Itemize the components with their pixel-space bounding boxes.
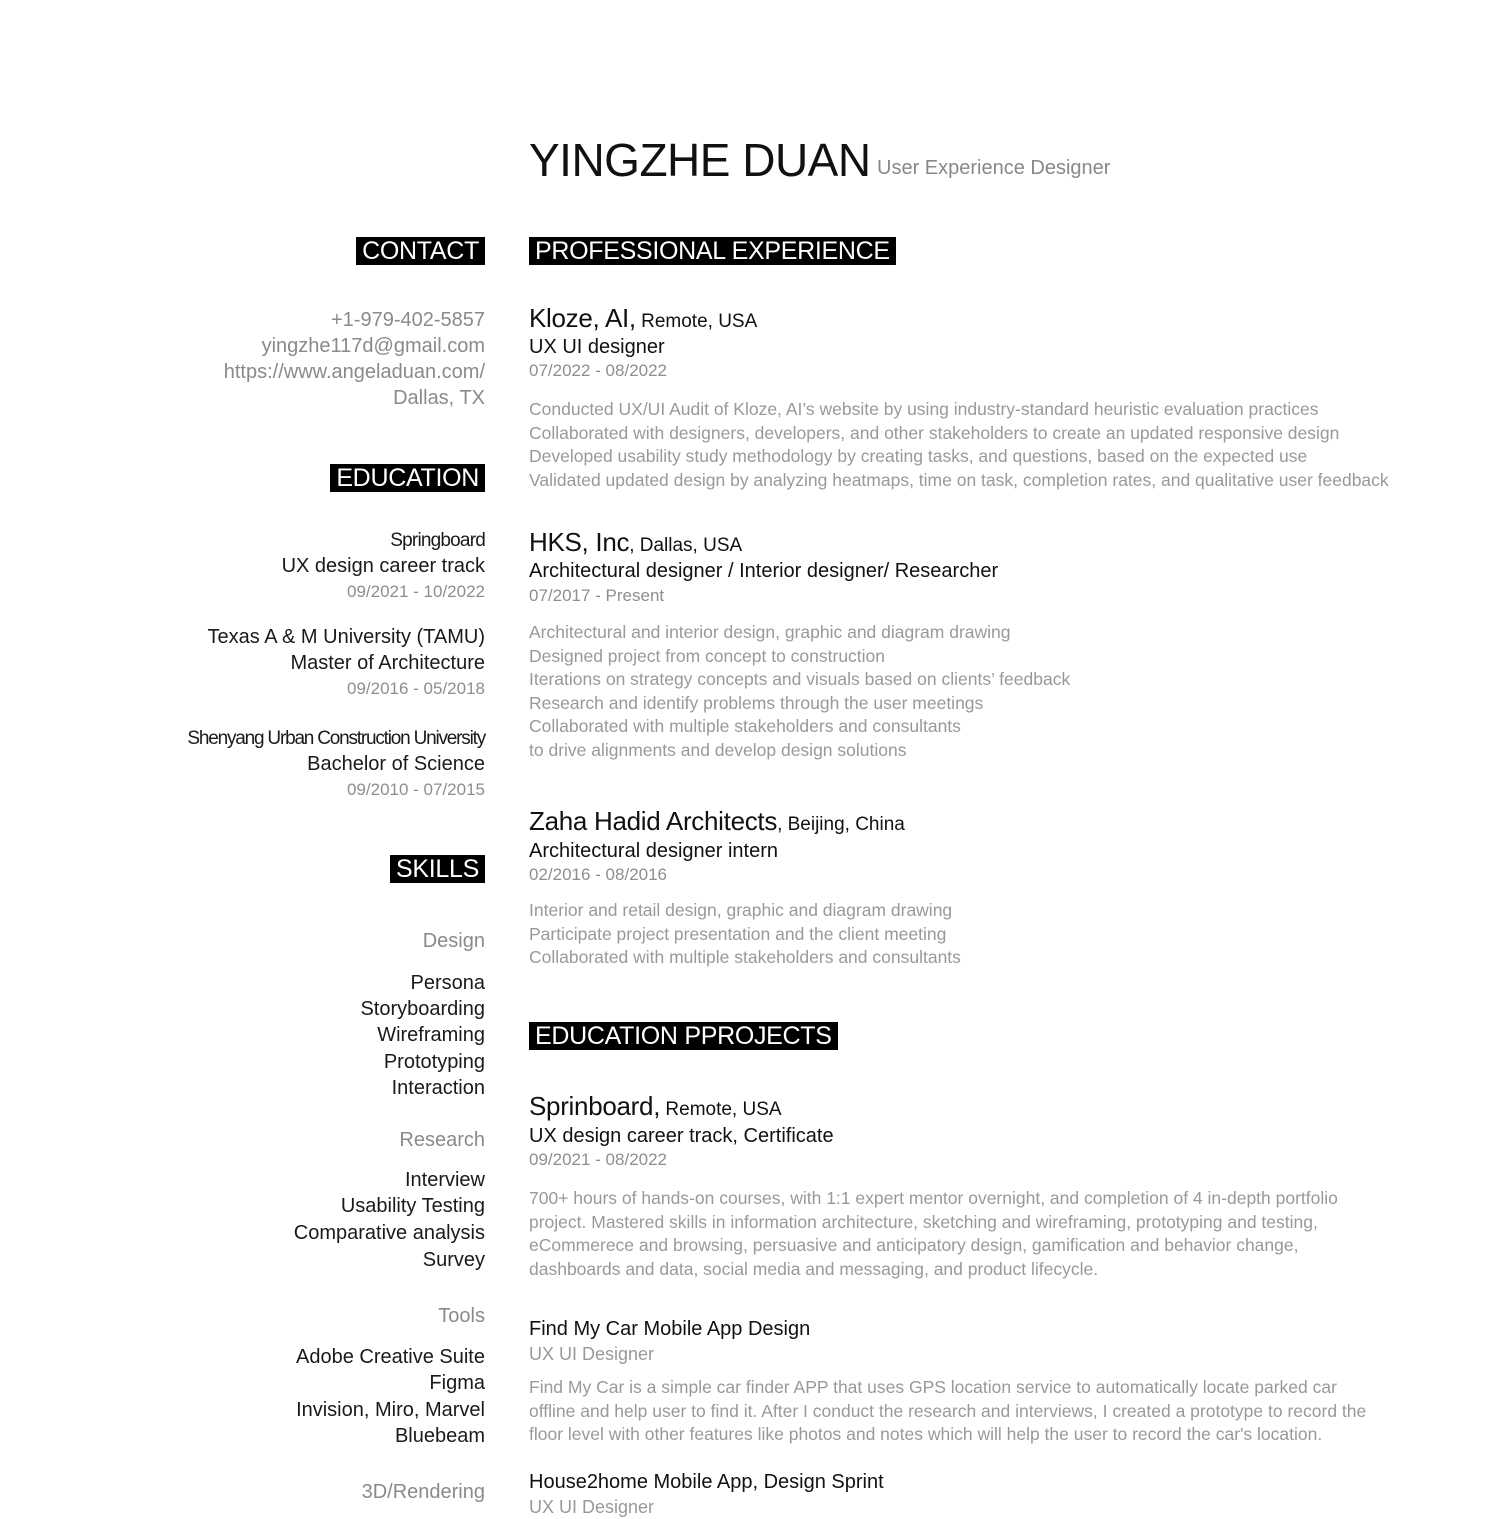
skill-item: Invision, Miro, Marvel (296, 1399, 485, 1421)
job-dates: 07/2017 - Present (529, 586, 665, 605)
job-bullet: Interior and retail design, graphic and diagram drawing (529, 900, 953, 920)
skills-category-3d-rendering: 3D/Rendering (361, 1481, 485, 1503)
education-projects-heading: EDUCATION PPROJECTS (529, 1022, 838, 1050)
skill-item: Bluebeam (394, 1425, 485, 1447)
job-bullet: Collaborated with designers, developers, and other stakeholders to create an updated responsive design (529, 422, 1340, 443)
program-company (529, 1090, 782, 1126)
education-school: Springboard (390, 530, 485, 551)
project-title: House2home Mobile App, Design Sprint (529, 1471, 884, 1493)
job-bullet: Participate project presentation and the client meeting (529, 923, 947, 944)
education-degree: UX design career track (281, 555, 485, 577)
job-bullets (529, 899, 961, 970)
description-line: offline and help user to find it. After I conduct the research and interviews, I created a prototype to record the (529, 1400, 1367, 1421)
contact-phone: +1-979-402-5857 (330, 309, 485, 331)
job-role: UX UI designer (529, 336, 665, 358)
job-bullets (529, 621, 1070, 763)
program-name: Sprinboard, (529, 1091, 661, 1121)
job-dates: 07/2022 - 08/2022 (529, 361, 668, 380)
company-location: , Beijing, China (777, 814, 905, 835)
education-school: Texas A & M University (TAMU) (207, 626, 485, 648)
education-degree: Master of Architecture (290, 652, 485, 674)
job-dates: 02/2016 - 08/2016 (529, 865, 668, 884)
skill-item: Figma (429, 1372, 485, 1394)
description-line: eCommerece and browsing, persuasive and anticipatory design, gamification and behavior change, (529, 1235, 1299, 1256)
project-title: Find My Car Mobile App Design (529, 1318, 811, 1340)
education-degree: Bachelor of Science (307, 753, 485, 775)
contact-location: Dallas, TX (393, 387, 485, 409)
experience-heading: PROFESSIONAL EXPERIENCE (529, 237, 896, 265)
job-bullet: Validated updated design by analyzing heatmaps, time on task, completion rates, and qualitative user feedback (529, 469, 1389, 490)
contact-email[interactable]: yingzhe117d@gmail.com (261, 335, 485, 357)
company-name: Zaha Hadid Architects (529, 806, 778, 836)
skill-item: Wireframing (377, 1024, 485, 1046)
education-dates: 09/2021 - 10/2022 (346, 582, 485, 601)
education-dates: 09/2010 - 07/2015 (346, 780, 485, 799)
job-bullet: Collaborated with multiple stakeholders and consultants (529, 716, 961, 737)
project-role: UX UI Designer (529, 1497, 655, 1517)
description-line: dashboards and data, social media and messaging, and product lifecycle. (529, 1258, 1099, 1279)
skill-item: Persona (410, 972, 485, 994)
skill-item: Interaction (391, 1077, 485, 1099)
job-bullet: Collaborated with multiple stakeholders and consultants (529, 947, 961, 968)
education-heading: EDUCATION (330, 464, 485, 492)
skill-item: Comparative analysis (293, 1222, 485, 1244)
job-bullet: Research and identify problems through the user meetings (529, 692, 984, 713)
skill-item: Prototyping (383, 1051, 485, 1073)
job-role: Architectural designer / Interior designer/ Researcher (529, 560, 999, 582)
contact-heading: CONTACT (356, 237, 485, 265)
skills-category-research: Research (399, 1129, 485, 1151)
skill-item: Storyboarding (360, 998, 485, 1020)
education-school: Shenyang Urban Construction University (187, 728, 485, 749)
job-bullet: Designed project from concept to construction (529, 645, 886, 666)
description-line: project. Mastered skills in information architecture, sketching and wireframing, prototyping and testing, (529, 1211, 1318, 1232)
job-company (529, 526, 742, 562)
program-dates: 09/2021 - 08/2022 (529, 1150, 668, 1169)
resume-name: YINGZHE DUAN (529, 134, 871, 186)
skill-item: Survey (422, 1249, 485, 1271)
skills-category-design: Design (422, 930, 485, 952)
job-company (529, 302, 757, 338)
skills-heading: SKILLS (390, 855, 485, 883)
job-bullet: Developed usability study methodology by creating tasks, and questions, based on the expected use (529, 446, 1308, 467)
company-name: Kloze, AI, (529, 303, 636, 333)
description-line: Find My Car is a simple car finder APP that uses GPS location service to automatically locate parked car (529, 1377, 1337, 1397)
skill-item: Usability Testing (340, 1195, 485, 1217)
company-location: , Dallas, USA (629, 535, 743, 556)
job-company (529, 805, 905, 841)
job-bullet: Architectural and interior design, graphic and diagram drawing (529, 622, 1011, 642)
skill-item: Interview (404, 1169, 485, 1191)
description-line: 700+ hours of hands-on courses, with 1:1 expert mentor overnight, and completion of 4 in-depth portfolio (529, 1188, 1338, 1208)
job-bullet: to drive alignments and develop design solutions (529, 739, 907, 760)
job-bullet: Iterations on strategy concepts and visuals based on clients’ feedback (529, 669, 1071, 690)
project-role: UX UI Designer (529, 1344, 655, 1364)
job-bullet: Conducted UX/UI Audit of Kloze, AI’s website by using industry-standard heuristic evaluation practices (529, 399, 1319, 419)
contact-website[interactable]: https://www.angeladuan.com/ (223, 361, 485, 383)
program-description (529, 1187, 1338, 1281)
company-name: HKS, Inc (529, 527, 630, 557)
project-description (529, 1376, 1366, 1447)
education-dates: 09/2016 - 05/2018 (346, 679, 485, 698)
skill-item: Adobe Creative Suite (295, 1346, 485, 1368)
program-role: UX design career track, Certificate (529, 1125, 834, 1147)
job-title: User Experience Designer (877, 157, 1111, 179)
job-bullets (529, 398, 1389, 492)
skills-category-tools: Tools (438, 1305, 485, 1327)
company-location: Remote, USA (635, 311, 758, 332)
program-location: Remote, USA (660, 1099, 782, 1120)
job-role: Architectural designer intern (529, 840, 779, 862)
description-line: floor level with other features like photos and notes which will help the user to record the car's location. (529, 1424, 1323, 1445)
